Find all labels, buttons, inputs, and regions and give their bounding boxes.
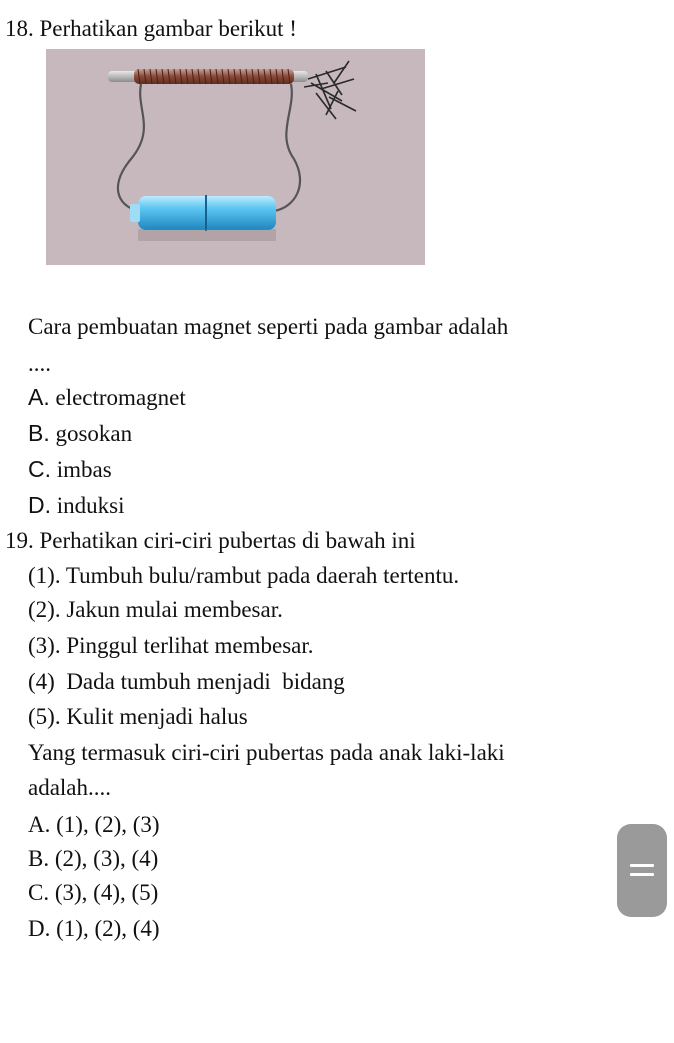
q19-question: Yang termasuk ciri-ciri pubertas pada anak laki-laki [28,740,505,765]
q19-item-3: (3). Pinggul terlihat membesar. [28,633,314,658]
option-letter: A. [28,384,50,410]
q18-heading: 18. Perhatikan gambar berikut ! [5,16,297,41]
option-letter: C. [28,456,51,482]
q18-option-c[interactable] [28,455,112,484]
option-text: (1), (2), (4) [56,916,160,941]
option-text: gosokan [55,421,133,446]
scroll-handle-icon[interactable] [617,824,667,917]
q19-item-5: (5). Kulit menjadi halus [28,704,248,729]
option-text: induksi [56,493,125,518]
option-text: (1), (2), (3) [56,812,160,837]
q18-question-dots: .... [28,351,51,376]
option-text: imbas [56,457,112,482]
q18-option-b[interactable] [28,419,132,448]
electromagnet-illustration-icon [46,49,425,265]
q19-item-1: (1). Tumbuh bulu/rambut pada daerah tertentu. [28,563,460,588]
q18-option-d[interactable] [28,491,124,520]
option-letter: D. [28,916,51,941]
option-letter: D. [28,492,51,518]
grip-line [630,873,654,876]
q19-heading: 19. Perhatikan ciri-ciri pubertas di bawah ini [5,528,416,553]
q19-option-b[interactable] [28,845,158,873]
q18-question: Cara pembuatan magnet seperti pada gambar adalah [28,314,509,339]
option-text: (3), (4), (5) [54,880,159,905]
q19-option-c[interactable] [28,879,158,907]
option-letter: B. [28,420,50,446]
option-letter: A. [28,812,51,837]
q18-option-a[interactable] [28,383,186,412]
option-text: electromagnet [55,385,186,410]
q19-option-d[interactable] [28,915,160,943]
option-text: (2), (3), (4) [54,846,159,871]
q19-question-cont: adalah.... [28,775,112,800]
q19-item-2: (2). Jakun mulai membesar. [28,597,283,622]
grip-line [630,864,654,867]
option-letter: C. [28,880,50,905]
q19-item-4: (4) Dada tumbuh menjadi bidang [28,669,345,694]
option-letter: B. [28,846,50,871]
q19-option-a[interactable] [28,811,160,839]
